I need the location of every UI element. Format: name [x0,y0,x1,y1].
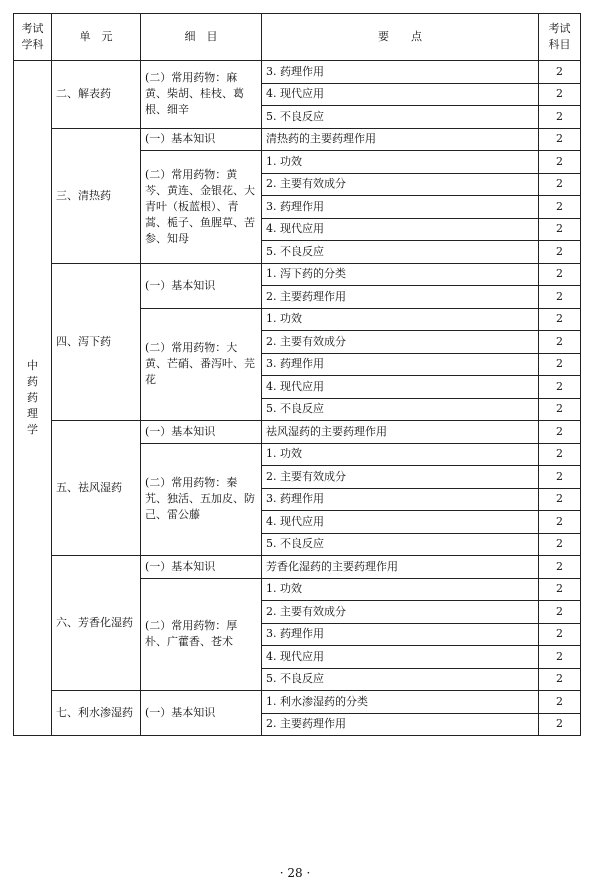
table-row [14,263,581,286]
syllabus-table [13,13,581,736]
score-cell: 2 [539,286,581,309]
point-cell: 2. 主要有效成分 [262,173,539,196]
score-cell: 2 [539,713,581,736]
unit-cell: 二、解表药 [52,61,141,129]
item-cell: (一）基本知识 [141,556,262,579]
score-cell: 2 [539,398,581,421]
unit-cell: 四、泻下药 [52,263,141,421]
table-row [14,128,581,151]
point-cell: 4. 现代应用 [262,218,539,241]
score-cell: 2 [539,218,581,241]
subject-cell [14,61,52,736]
item-cell: (二）常用药物：大黄、芒硝、番泻叶、芫花 [141,308,262,421]
header-score: 考试 科目 [539,14,581,61]
item-cell: (二）常用药物：厚朴、广藿香、苍术 [141,578,262,691]
header-item: 细 目 [141,14,262,61]
header-unit: 单 元 [52,14,141,61]
point-cell: 1. 利水渗湿药的分类 [262,691,539,714]
score-cell: 2 [539,263,581,286]
score-cell: 2 [539,331,581,354]
point-cell: 1. 功效 [262,151,539,174]
score-cell: 2 [539,376,581,399]
point-cell: 5. 不良反应 [262,106,539,129]
point-cell: 2. 主要有效成分 [262,466,539,489]
point-cell: 4. 现代应用 [262,646,539,669]
table-row [14,556,581,579]
score-cell: 2 [539,578,581,601]
point-cell: 3. 药理作用 [262,488,539,511]
unit-cell: 五、祛风湿药 [52,421,141,556]
score-cell: 2 [539,173,581,196]
point-cell: 2. 主要有效成分 [262,601,539,624]
item-cell: (二）常用药物：秦艽、独活、五加皮、防己、雷公藤 [141,443,262,556]
point-cell: 2. 主要有效成分 [262,331,539,354]
point-cell: 5. 不良反应 [262,398,539,421]
point-cell: 清热药的主要药理作用 [262,128,539,151]
item-cell: (二）常用药物：黄芩、黄连、金银花、大青叶（板蓝根）、青蒿、栀子、鱼腥草、苦参、知母 [141,151,262,264]
subject-label: 中药药理学 [27,359,38,436]
point-cell: 1. 功效 [262,308,539,331]
score-cell: 2 [539,83,581,106]
page-number: · 28 · [279,866,311,880]
point-cell: 3. 药理作用 [262,196,539,219]
score-cell: 2 [539,466,581,489]
point-cell: 1. 功效 [262,578,539,601]
point-cell: 5. 不良反应 [262,241,539,264]
score-cell: 2 [539,106,581,129]
point-cell: 5. 不良反应 [262,533,539,556]
score-cell: 2 [539,511,581,534]
point-cell: 芳香化湿药的主要药理作用 [262,556,539,579]
point-cell: 3. 药理作用 [262,623,539,646]
table-row [14,421,581,444]
point-cell: 3. 药理作用 [262,61,539,84]
point-cell: 1. 功效 [262,443,539,466]
score-cell: 2 [539,668,581,691]
score-cell: 2 [539,443,581,466]
score-cell: 2 [539,151,581,174]
item-cell: (一）基本知识 [141,128,262,151]
item-cell: (一）基本知识 [141,421,262,444]
score-cell: 2 [539,623,581,646]
score-cell: 2 [539,556,581,579]
score-cell: 2 [539,421,581,444]
score-cell: 2 [539,196,581,219]
score-cell: 2 [539,533,581,556]
unit-cell: 七、利水渗湿药 [52,691,141,736]
score-cell: 2 [539,691,581,714]
table-row [14,61,581,84]
item-cell: (二）常用药物：麻黄、柴胡、桂枝、葛根、细辛 [141,61,262,129]
score-cell: 2 [539,308,581,331]
point-cell: 4. 现代应用 [262,376,539,399]
header-points: 要 点 [262,14,539,61]
header-subject: 考试 学科 [14,14,52,61]
score-cell: 2 [539,241,581,264]
item-cell: (一）基本知识 [141,263,262,308]
score-cell: 2 [539,353,581,376]
item-cell: (一）基本知识 [141,691,262,736]
unit-cell: 三、清热药 [52,128,141,263]
point-cell: 1. 泻下药的分类 [262,263,539,286]
point-cell: 4. 现代应用 [262,511,539,534]
score-cell: 2 [539,601,581,624]
score-cell: 2 [539,488,581,511]
header-row [14,14,581,61]
score-cell: 2 [539,128,581,151]
point-cell: 祛风湿药的主要药理作用 [262,421,539,444]
point-cell: 2. 主要药理作用 [262,286,539,309]
point-cell: 3. 药理作用 [262,353,539,376]
point-cell: 5. 不良反应 [262,668,539,691]
table-row [14,691,581,714]
point-cell: 4. 现代应用 [262,83,539,106]
score-cell: 2 [539,61,581,84]
score-cell: 2 [539,646,581,669]
unit-cell: 六、芳香化湿药 [52,556,141,691]
point-cell: 2. 主要药理作用 [262,713,539,736]
